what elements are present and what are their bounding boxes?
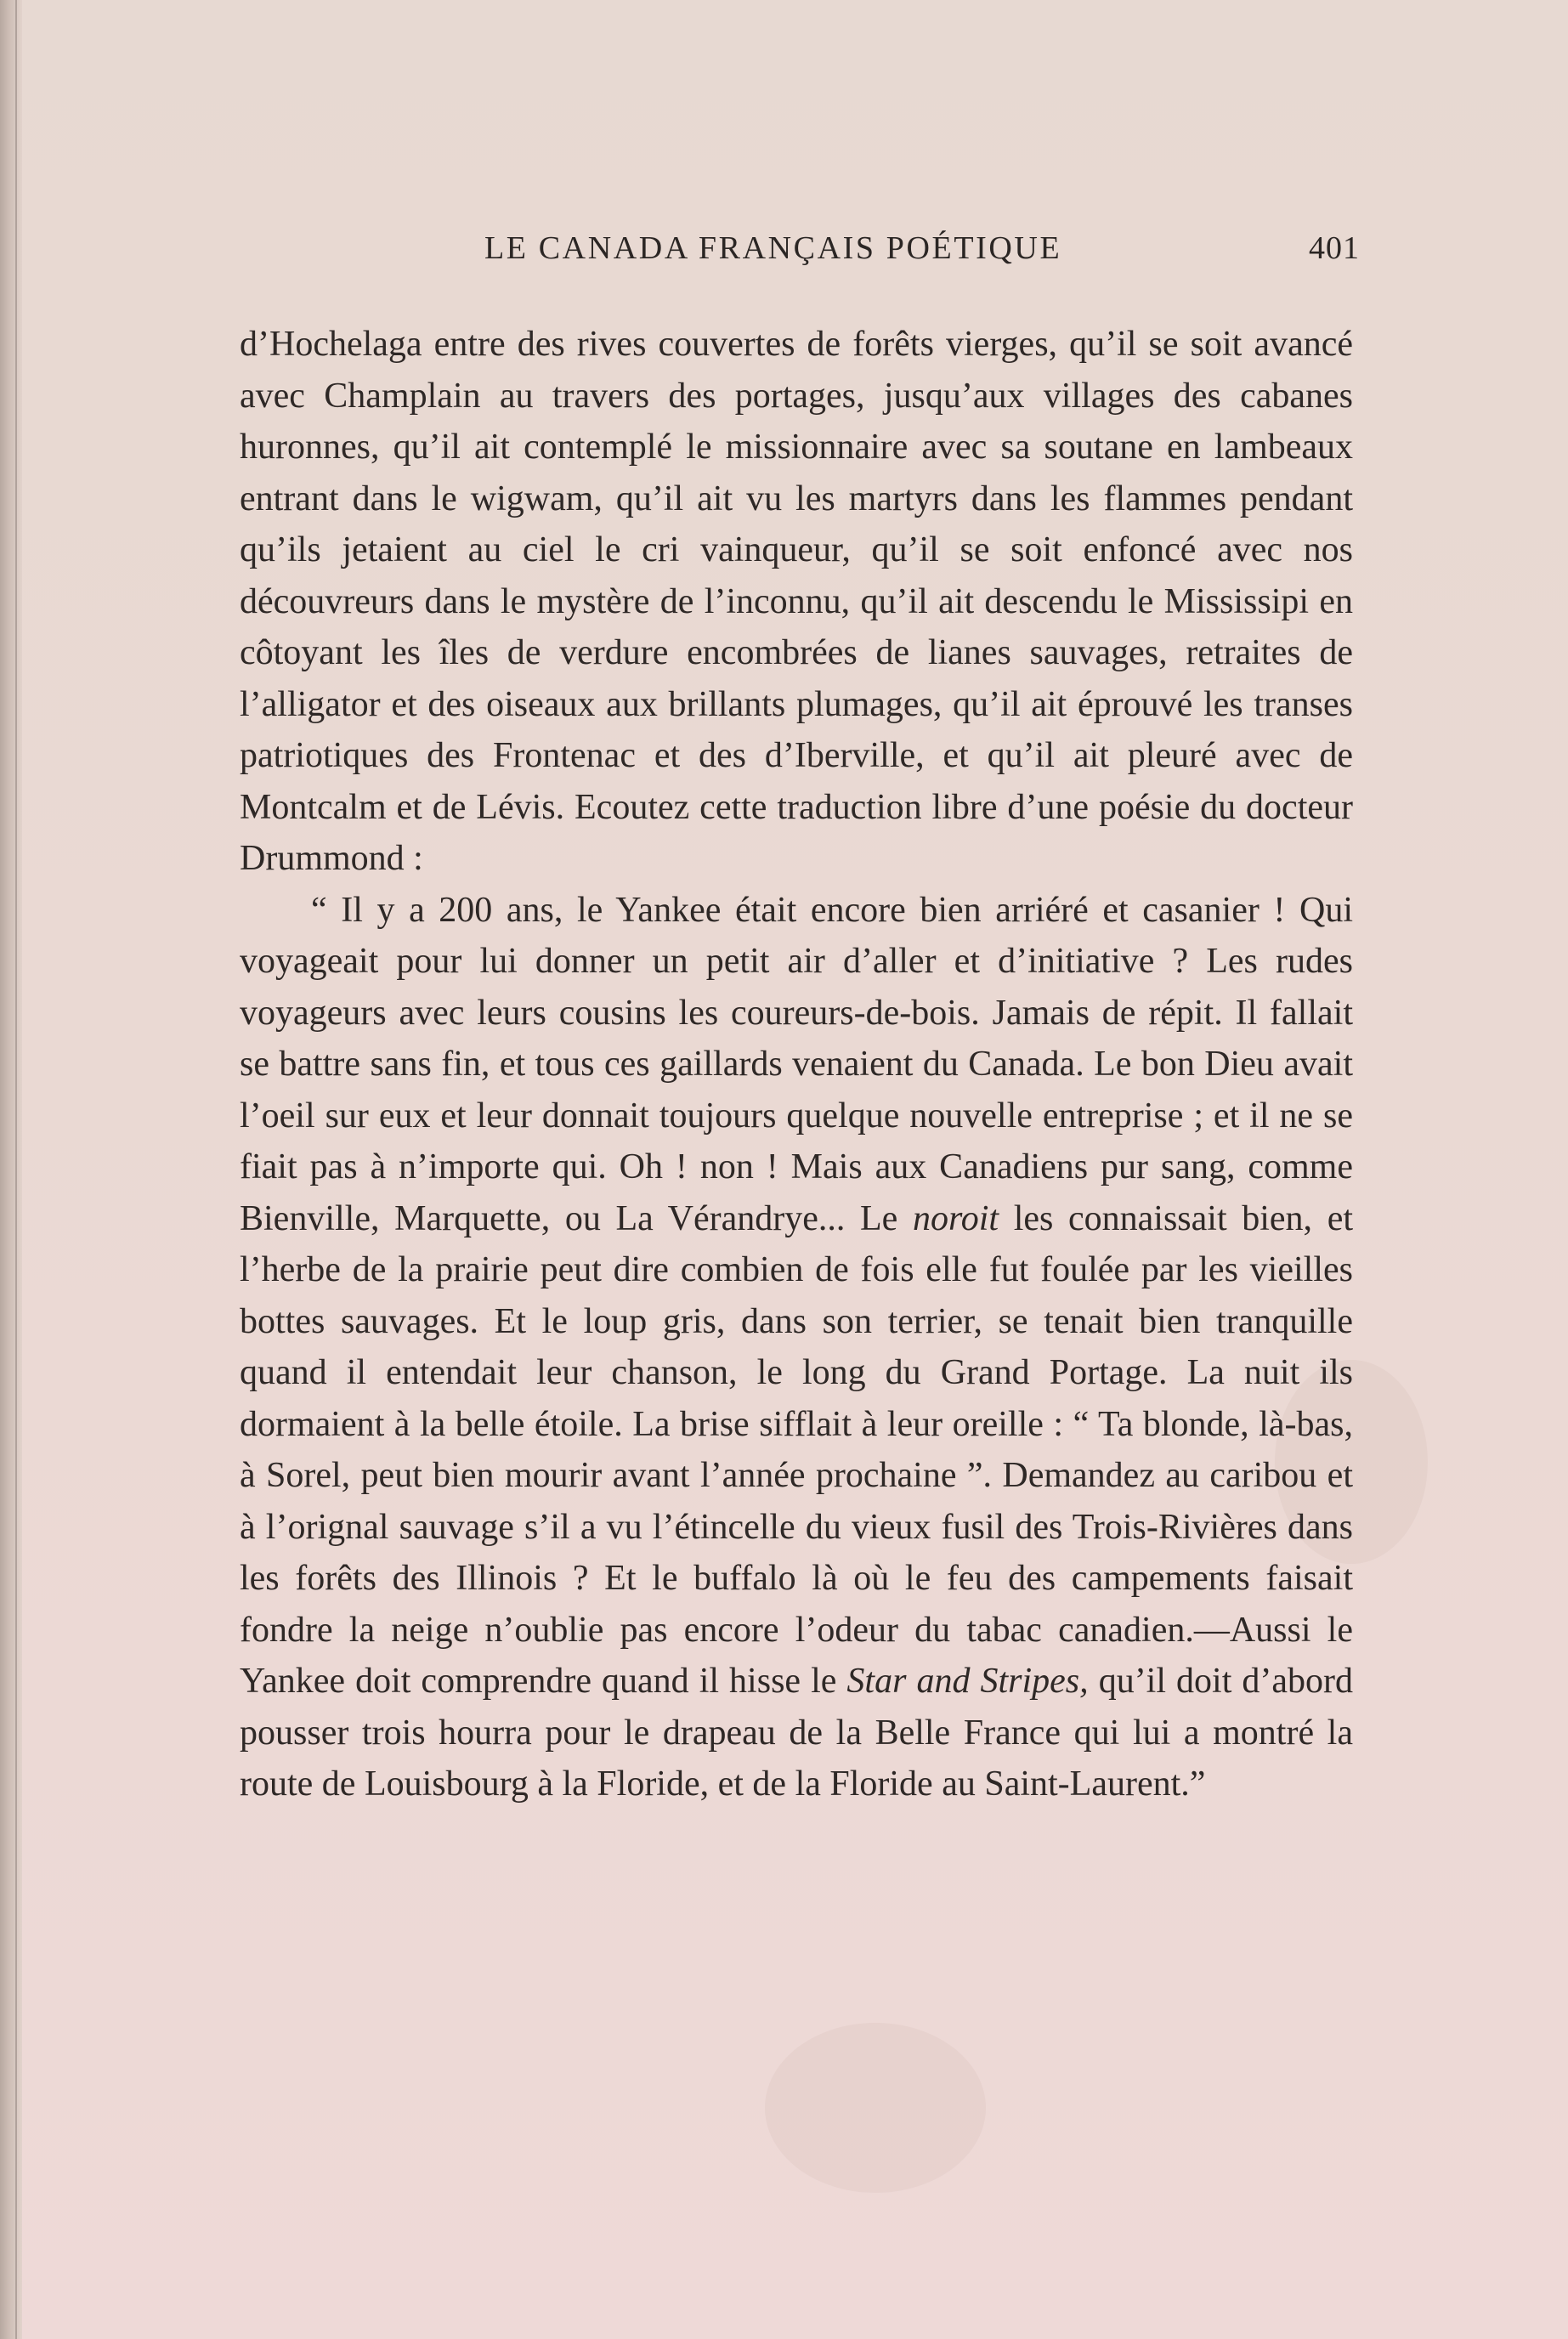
body-text	[240, 319, 1353, 1810]
page-spine-edge	[0, 0, 22, 2339]
running-head	[484, 229, 1360, 280]
paragraph-2-part-2: les connaissait bien, et l’herbe de la prairie peut dire combien de fois elle fut foulée par les vieilles bottes sauvages. Et le loup gris, dans son terrier, se tenait bien tranquille quand il entendait leur chanson, le long du Grand Portage. La nuit ils dormaient à la belle étoile. La brise sifflait à leur oreille : “ Ta blonde, là-bas, à Sorel, peut bien mourir avant l’année prochaine ”. Demandez au caribou et à l’orignal sauvage s’il a vu l’étincelle du vieux fusil des Trois-Rivières dans les forêts des Illinois ? Et le buffalo là où le feu des campements faisait fondre la neige n’oublie pas encore l’odeur du tabac canadien.—Aussi le Yankee doit comprendre quand il hisse le	[240, 1198, 1353, 1701]
running-title: LE CANADA FRANÇAIS POÉTIQUE	[484, 230, 1062, 266]
italic-star-and-stripes: Star and Stripes,	[846, 1662, 1089, 1701]
paragraph-1: d’Hochelaga entre des rives couvertes de forêts vierges, qu’il se soit avancé avec Champlain au travers des portages, jusqu’aux villages des cabanes huronnes, qu’il ait contemplé le missionnaire avec sa soutane en lambeaux entrant dans le wigwam, qu’il ait vu les martyrs dans les flammes pendant qu’ils jetaient au ciel le cri vainqueur, qu’il se soit enfoncé avec nos découvreurs dans le mystère de l’inconnu, qu’il ait descendu le Mississipi en côtoyant les îles de verdure encombrées de lianes sauvages, retraites de l’alligator et des oiseaux aux brillants plumages, qu’il ait éprouvé les transes patriotiques des Frontenac et des d’Iberville, et qu’il ait pleuré avec de Montcalm et de Lévis. Ecoutez cette traduction libre d’une poésie du docteur Drummond :	[240, 325, 1353, 878]
paper-stain	[765, 2023, 986, 2193]
paragraph-2-part-1: “ Il y a 200 ans, le Yankee était encore bien arriéré et casanier ! Qui voyageait pour lui donner un petit air d’aller et d’initiative ? Les rudes voyageurs avec leurs cousins les coureurs-de-bois. Jamais de répit. Il fallait se battre sans fin, et tous ces gaillards venaient du Canada. Le bon Dieu avait l’oeil sur eux et leur donnait toujours quelque nouvelle entreprise ; et il ne se fiait pas à n’importe qui. Oh ! non ! Mais aux Canadiens pur sang, comme Bienville, Marquette, ou La Vérandrye... Le	[240, 890, 1353, 1238]
page-number: 401	[1309, 230, 1360, 266]
paragraph-2-part-3: qu’il doit d’abord pousser trois hourra pour le drapeau de la Belle France qui lui a montré la route de Louisbourg à la Floride, et de la Floride au Saint-Laurent.”	[240, 1662, 1354, 1804]
spine-crease	[15, 0, 17, 2339]
paragraph-2	[240, 885, 1353, 1810]
italic-noroit: noroit	[912, 1198, 999, 1238]
